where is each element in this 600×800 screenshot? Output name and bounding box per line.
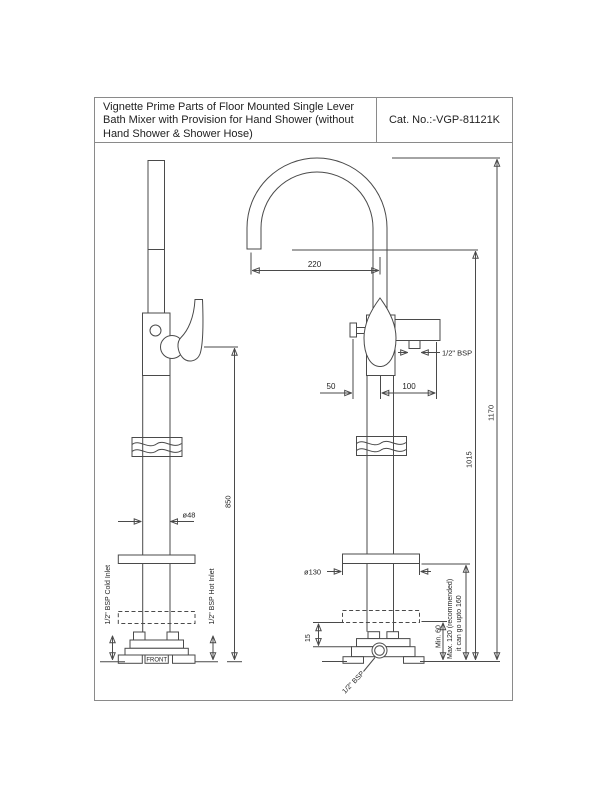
dim-max-height-line2: it can go upto 160 [456, 595, 463, 651]
teardrop-handle [364, 298, 396, 367]
dim-diverter-offset: 50 [326, 382, 336, 391]
dim-max-height-line1: Max. 120 (recommended) [447, 578, 454, 659]
front-label: FRONT [146, 657, 168, 664]
right-concealed-plate [343, 611, 420, 623]
left-body-button [150, 325, 161, 336]
dim-outlet-offset: 100 [402, 382, 416, 391]
dim-flange-diameter: ø130 [304, 567, 322, 577]
left-concealed-plate [118, 612, 195, 624]
outlet-nipple [409, 341, 420, 349]
right-floor-flange [343, 554, 420, 564]
dim-outlet-height: 1015 [464, 451, 474, 468]
dim-spout-reach: 220 [307, 260, 322, 269]
left-handle-lever [178, 300, 203, 362]
left-floor-flange [118, 555, 195, 564]
dim-min-height: Min. 60 [435, 625, 443, 648]
right-view-artwork [247, 158, 500, 663]
right-break-gap [357, 437, 407, 456]
outlet-arm [395, 320, 440, 341]
dim-pipe-diameter: ø48 [182, 510, 196, 520]
floor-inlet-thread-label: 1/2" BSP [341, 670, 367, 696]
dim-plate-gap: 15 [305, 634, 312, 642]
outlet-thread-label: 1/2" BSP [442, 348, 473, 358]
gooseneck-spout [247, 158, 387, 316]
left-view-artwork [100, 161, 242, 664]
catalog-number: Cat. No.:-VGP-81121K [376, 98, 512, 142]
hot-inlet-label: 1/2" BSP Hot Inlet [209, 568, 216, 625]
cold-inlet-label: 1/2" BSP Cold Inlet [105, 564, 112, 625]
left-view-dimensions [105, 347, 238, 660]
dim-spout-height: 850 [223, 495, 233, 508]
product-description: Vignette Prime Parts of Floor Mounted Single Lever Bath Mixer with Provision for Hand Shower (without Hand Shower & Shower Hose) [103, 101, 355, 140]
left-top-pipe [148, 161, 165, 314]
left-break-gap [132, 438, 182, 457]
diverter-knob [350, 323, 357, 337]
dim-overall-height: 1170 [486, 404, 496, 421]
